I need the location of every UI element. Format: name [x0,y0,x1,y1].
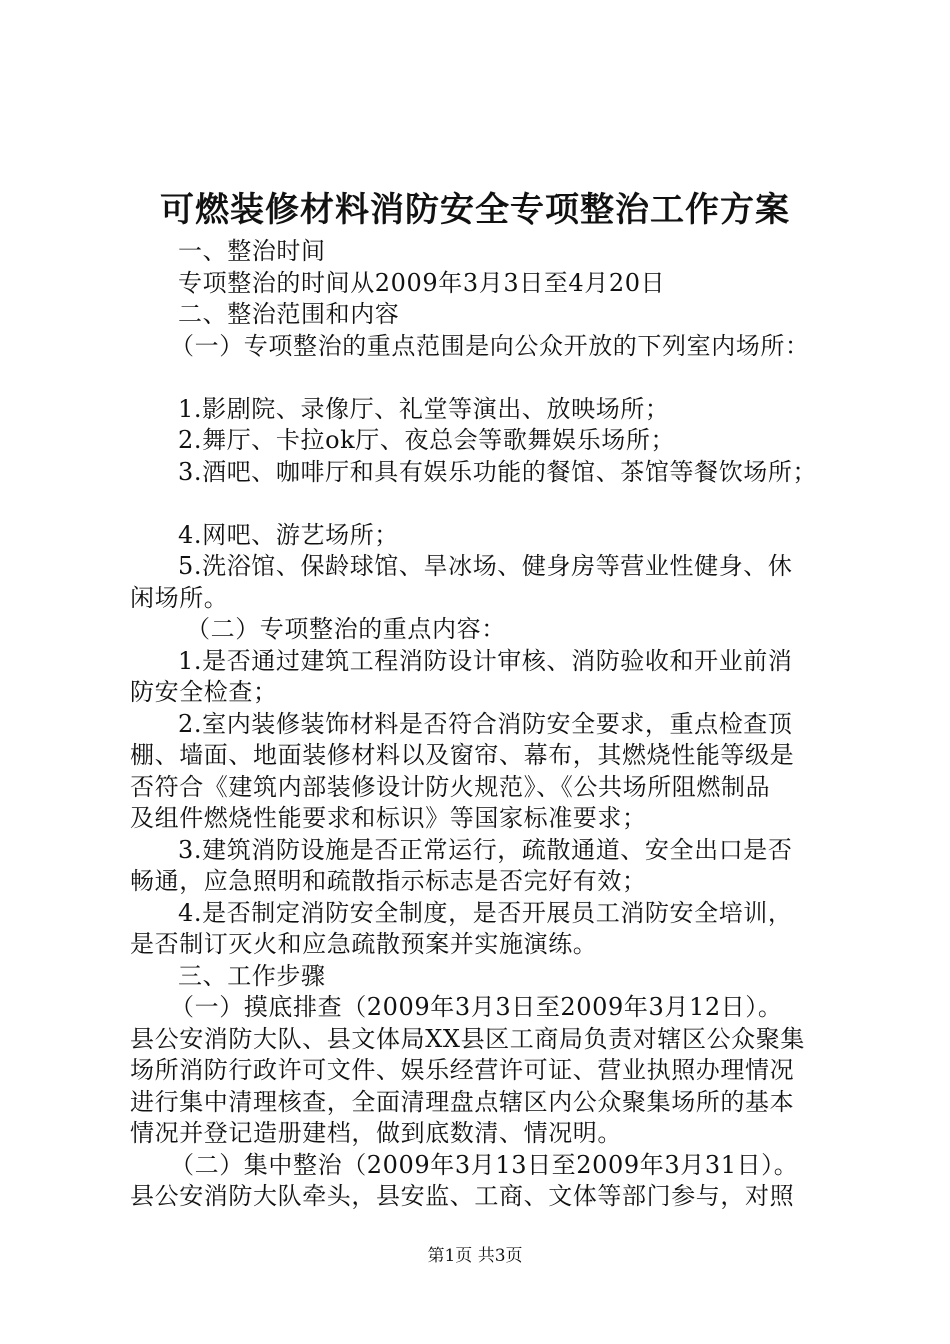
paragraph-line: 县公安消防大队、县文体局XX县区工商局负责对辖区公众聚集 [130,1024,805,1053]
paragraph-line: 闲场所。 [130,583,229,612]
list-item: 5.洗浴馆、保龄球馆、旱冰场、健身房等营业性健身、休 [178,552,793,580]
list-item: 4.是否制定消防安全制度，是否开展员工消防安全培训， [178,898,793,927]
paragraph-line: 防安全检查； [130,678,278,706]
subsection-heading: （一）摸底排查（2009年3月3日至2009年3月12日）。 [170,993,783,1021]
blank-line [130,362,842,394]
section-heading: 三、工作步骤 [178,961,326,990]
paragraph-line: 是否制订灭火和应急疏散预案并实施演练。 [130,930,598,958]
paragraph-line: 畅通，应急照明和疏散指示标志是否完好有效； [130,867,647,895]
list-item: 2.室内装修装饰材料是否符合消防安全要求，重点检查顶 [178,709,793,738]
subsection-heading: （二）集中整治（2009年3月13日至2009年3月31日）。 [170,1150,799,1179]
paragraph-line: 棚、墙面、地面装修材料以及窗帘、幕布，其燃烧性能等级是 [130,741,795,769]
paragraph-line: 专项整治的时间从2009年3月3日至4月20日 [178,268,666,297]
subsection-heading: （二）专项整治的重点内容： [186,615,506,643]
subsection-heading: （一）专项整治的重点范围是向公众开放的下列室内场所： [170,331,810,360]
section-heading: 二、整治范围和内容 [178,300,400,328]
list-item: 1.影剧院、录像厅、礼堂等演出、放映场所； [178,394,670,423]
document-title: 可燃装修材料消防安全专项整治工作方案 [160,190,790,230]
section-heading: 一、整治时间 [178,237,326,265]
paragraph-line: 及组件燃烧性能要求和标识》等国家标准要求； [130,804,647,832]
page-number-footer: 第1页 共3页 [427,1246,523,1266]
paragraph-line: 否符合《建筑内部装修设计防火规范》、《公共场所阻燃制品 [130,772,771,801]
list-item: 3.酒吧、咖啡厅和具有娱乐功能的餐馆、茶馆等餐饮场所； [178,457,818,486]
list-item: 2.舞厅、卡拉ok厅、夜总会等歌舞娱乐场所； [178,426,676,454]
paragraph-line: 场所消防行政许可文件、娱乐经营许可证、营业执照办理情况 [130,1056,795,1084]
document-body [130,236,842,1213]
list-item: 4.网吧、游艺场所； [178,520,399,549]
paragraph-line: 情况并登记造册建档，做到底数清、情况明。 [130,1119,622,1147]
list-item: 1.是否通过建筑工程消防设计审核、消防验收和开业前消 [178,646,793,675]
paragraph-line: 县公安消防大队牵头，县安监、工商、文体等部门参与，对照 [130,1182,795,1210]
blank-line [130,488,842,520]
paragraph-line: 进行集中清理核查，全面清理盘点辖区内公众聚集场所的基本 [130,1087,795,1116]
list-item: 3.建筑消防设施是否正常运行，疏散通道、安全出口是否 [178,835,793,864]
